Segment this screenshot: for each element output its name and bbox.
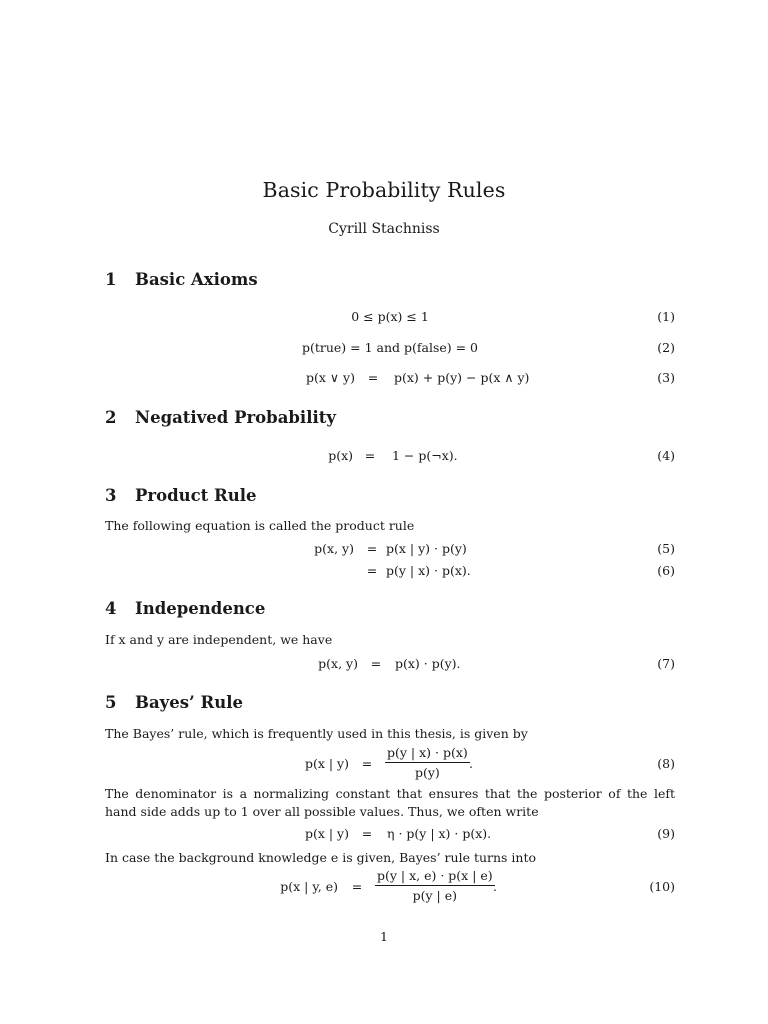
equation-body: p(true) = 1 and p(false) = 0 [301, 340, 479, 355]
section-number: 1 [105, 270, 117, 289]
fraction [375, 868, 495, 903]
equation-8 [105, 745, 675, 785]
equation-operator: = [366, 541, 378, 556]
equation-4 [105, 446, 675, 468]
equation-lhs: p(x | y) [304, 756, 349, 771]
section-title: Basic Axioms [135, 270, 258, 289]
equation-rhs: p(x | y) · p(y) [386, 541, 467, 556]
paragraph-product-rule-intro: The following equation is called the product rule [105, 518, 415, 533]
equation-rhs: p(x) + p(y) − p(x ∧ y) [394, 370, 530, 385]
section-number: 3 [105, 486, 117, 505]
paragraph-background-knowledge: In case the background knowledge e is given, Bayes’ rule turns into [105, 850, 537, 865]
section-heading-bayes-rule [105, 693, 243, 712]
equation-body: 0 ≤ p(x) ≤ 1 [351, 309, 429, 324]
equation-6 [105, 561, 675, 583]
equation-number: (7) [657, 656, 675, 671]
equation-7 [105, 654, 675, 676]
equation-9 [105, 824, 675, 846]
fraction-numerator: p(y | x) · p(x) [385, 745, 470, 763]
equation-3 [105, 368, 675, 390]
author-name: Cyrill Stachniss [328, 221, 440, 237]
equation-lhs: p(x, y) [318, 656, 358, 671]
paragraph-independence-intro: If x and y are independent, we have [105, 632, 333, 647]
equation-lhs: p(x, y) [314, 541, 354, 556]
equation-number: (9) [657, 826, 675, 841]
equation-operator: = [361, 826, 373, 841]
page-number: 1 [380, 929, 388, 944]
section-heading-basic-axioms [105, 270, 258, 289]
section-heading-negatived-probability [105, 408, 336, 427]
equation-number: (3) [657, 370, 675, 385]
section-heading-independence [105, 599, 265, 618]
section-title: Independence [135, 599, 266, 618]
page-title: Basic Probability Rules [262, 178, 506, 202]
paragraph-denominator-explanation: The denominator is a normalizing constant that ensures that the posterior of the left hand side adds up to 1 over all possible values. Thus, we often write [105, 786, 675, 819]
equation-operator: = [351, 879, 363, 894]
equation-5 [105, 539, 675, 561]
section-number: 2 [105, 408, 117, 427]
equation-trailing-period: . [493, 879, 497, 894]
equation-2 [105, 338, 675, 360]
equation-operator: = [364, 448, 376, 463]
section-title: Bayes’ Rule [135, 693, 243, 712]
section-heading-product-rule [105, 486, 257, 505]
equation-rhs: p(y | x) · p(x). [386, 563, 471, 578]
equation-10 [105, 868, 675, 908]
equation-rhs: p(x) · p(y). [395, 656, 461, 671]
equation-number: (6) [657, 563, 675, 578]
equation-number: (1) [657, 309, 675, 324]
equation-lhs: p(x | y) [304, 826, 349, 841]
paragraph-bayes-intro: The Bayes’ rule, which is frequently used in this thesis, is given by [105, 726, 528, 741]
equation-trailing-period: . [469, 756, 473, 771]
equation-1 [105, 307, 675, 329]
section-number: 5 [105, 693, 117, 712]
equation-number: (4) [657, 448, 675, 463]
fraction-numerator: p(y | x, e) · p(x | e) [375, 868, 495, 886]
equation-lhs: p(x ∨ y) [306, 370, 355, 385]
equation-number: (2) [657, 340, 675, 355]
section-title: Negatived Probability [135, 408, 336, 427]
equation-number: (8) [657, 756, 675, 771]
section-number: 4 [105, 599, 117, 618]
section-title: Product Rule [135, 486, 257, 505]
equation-number: (10) [649, 879, 675, 894]
equation-operator: = [370, 656, 382, 671]
fraction [385, 745, 470, 780]
equation-lhs: p(x) [328, 448, 353, 463]
equation-rhs: η · p(y | x) · p(x). [387, 826, 492, 841]
equation-operator: = [366, 563, 378, 578]
equation-lhs: p(x | y, e) [280, 879, 338, 894]
fraction-denominator: p(y | e) [412, 888, 458, 903]
equation-rhs: 1 − p(¬x). [392, 448, 458, 463]
fraction-denominator: p(y) [414, 765, 440, 780]
equation-operator: = [361, 756, 373, 771]
equation-number: (5) [657, 541, 675, 556]
equation-operator: = [367, 370, 379, 385]
